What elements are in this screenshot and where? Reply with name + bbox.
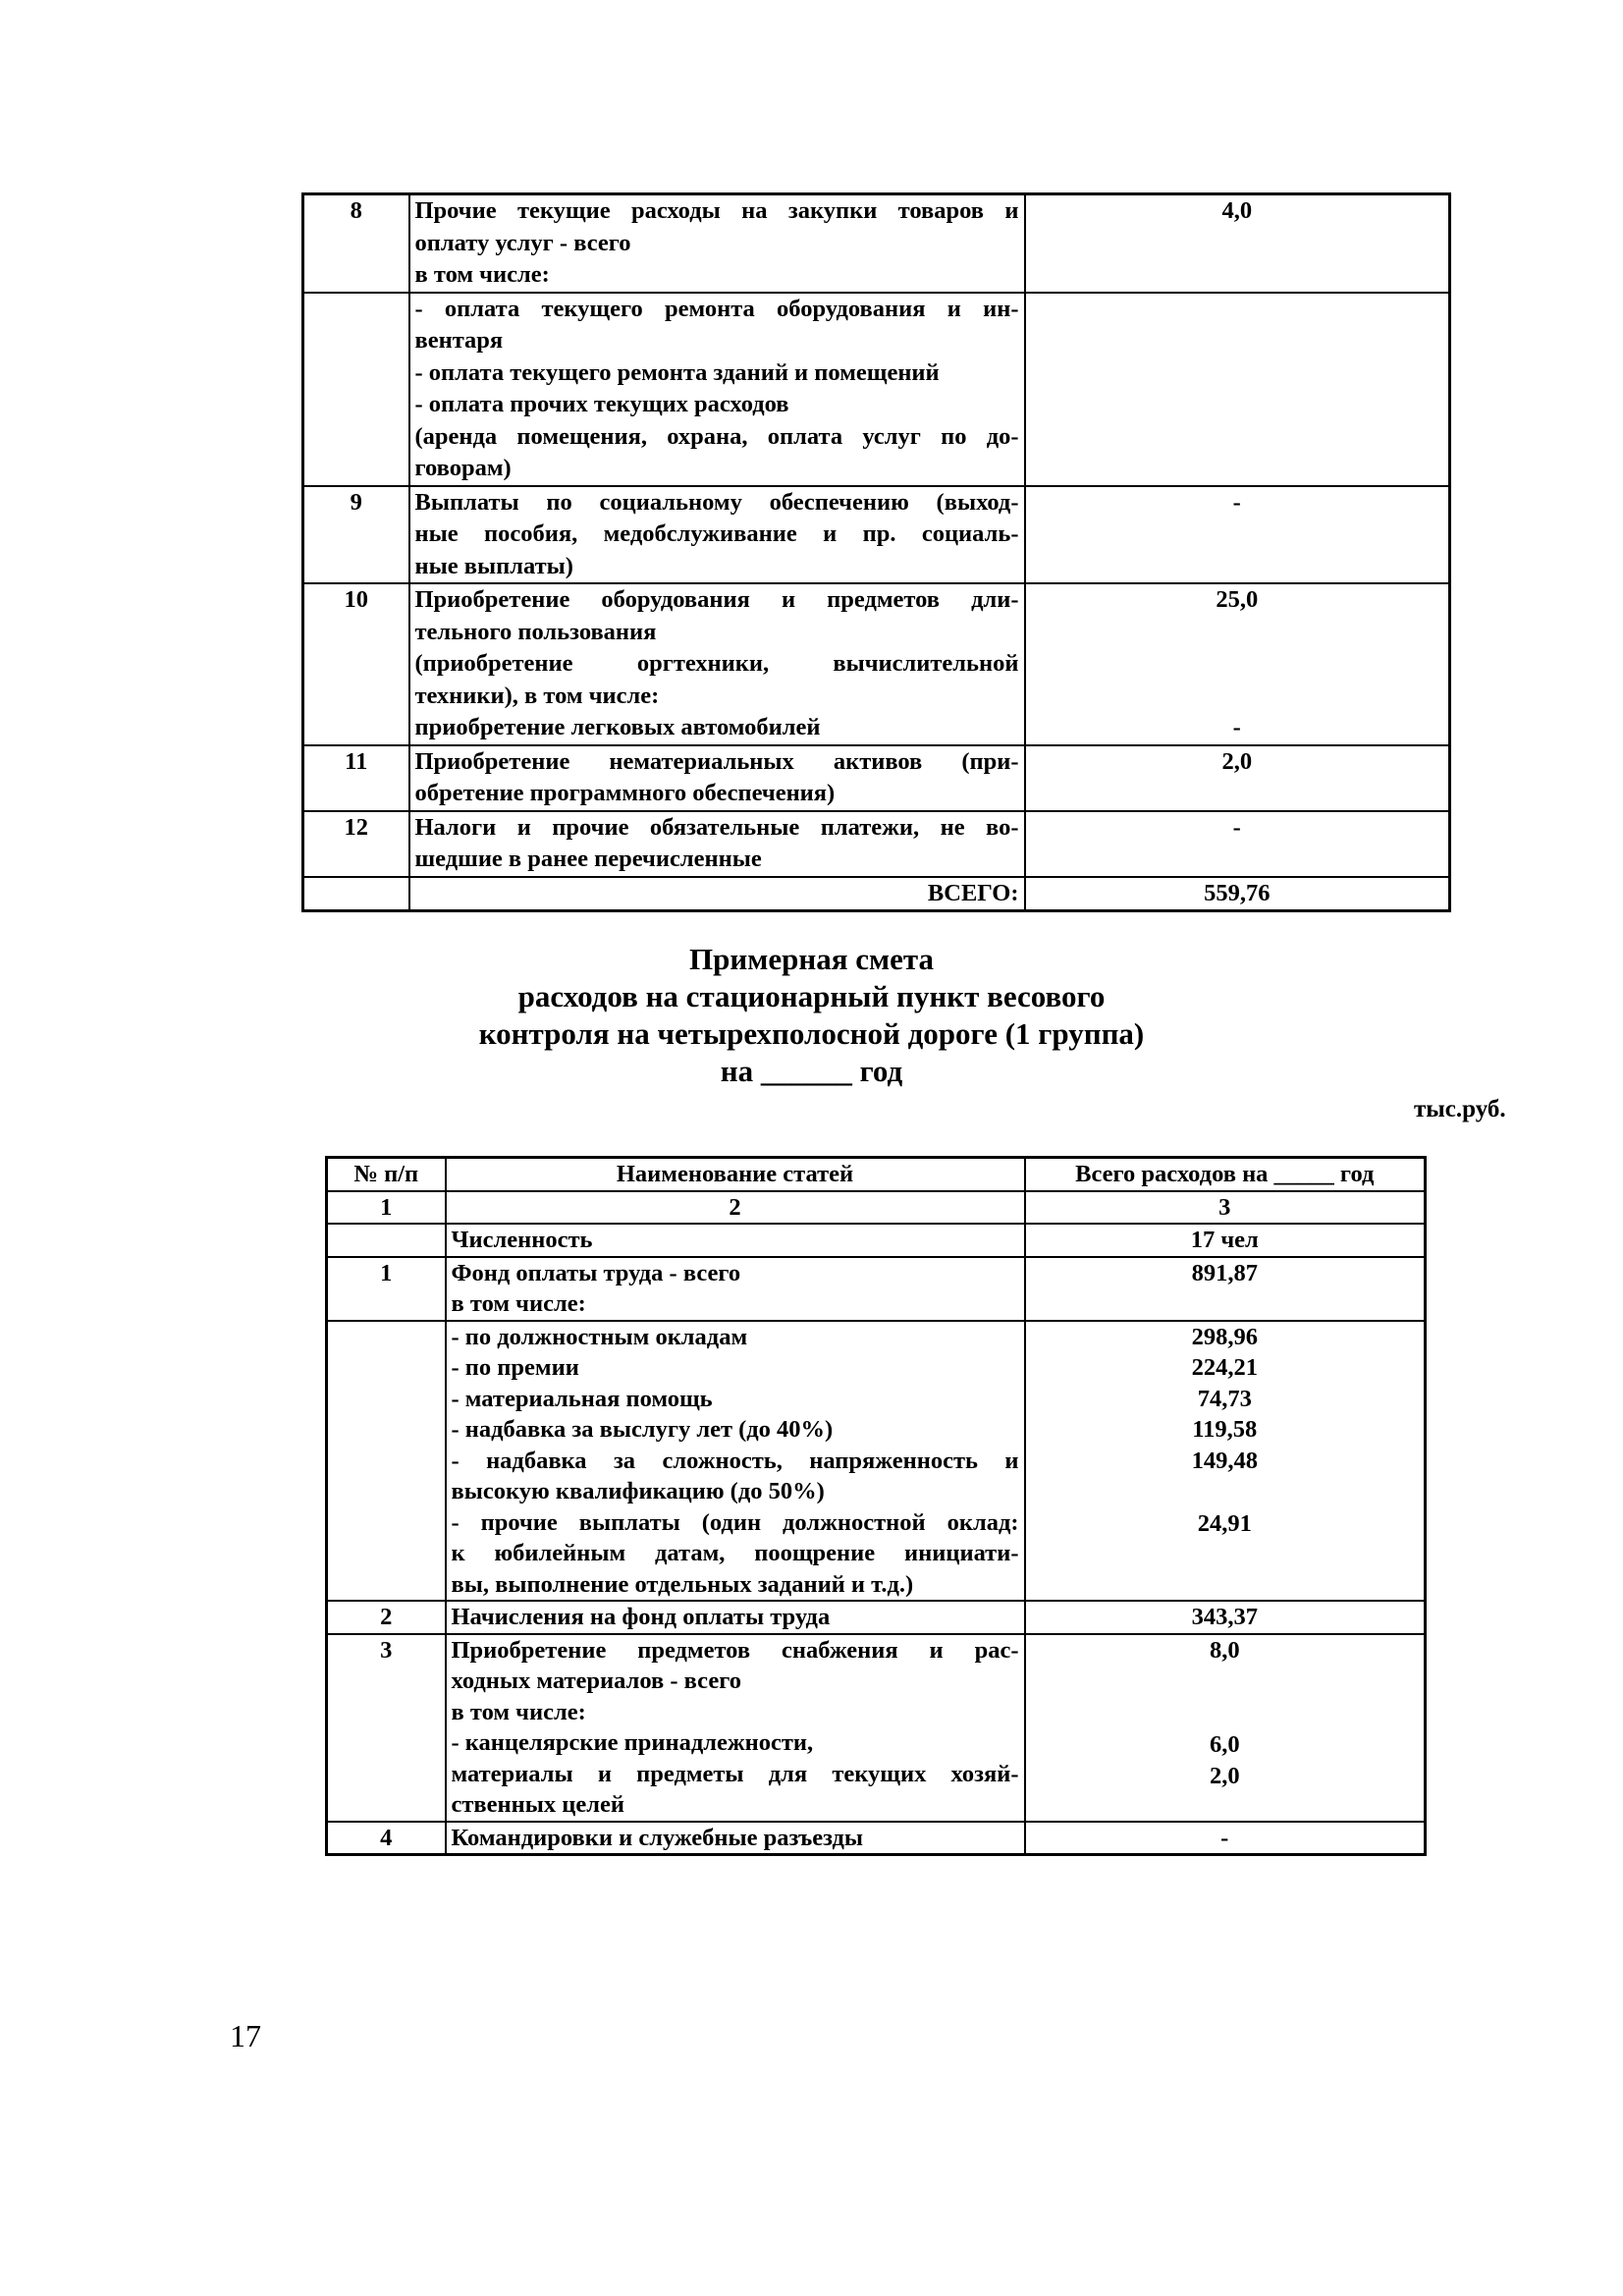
description-line: Приобретение нематериальных активов (при- bbox=[414, 747, 1019, 775]
column-number: 1 bbox=[327, 1191, 446, 1225]
value-line bbox=[1026, 1476, 1425, 1508]
units-label: тыс.руб. bbox=[1414, 1096, 1506, 1122]
description-line: тельного пользования bbox=[414, 618, 657, 645]
description-line: в том числе: bbox=[451, 1290, 586, 1317]
item-description bbox=[409, 194, 1025, 293]
value-line: 25,0 bbox=[1216, 586, 1259, 613]
value-line: - bbox=[1232, 813, 1241, 841]
total-label: ВСЕГО: bbox=[409, 877, 1025, 911]
value-line bbox=[1026, 1666, 1425, 1698]
description-line: - оплата текущего ремонта оборудования и ин- bbox=[414, 295, 1019, 322]
table-row bbox=[327, 1321, 1426, 1602]
description-line: Численность bbox=[451, 1227, 593, 1253]
item-value bbox=[1025, 293, 1450, 486]
item-value bbox=[1025, 1257, 1426, 1321]
item-description bbox=[409, 293, 1025, 486]
column-number-row bbox=[327, 1191, 1426, 1225]
total-row bbox=[303, 877, 1450, 911]
description-line: ные пособия, медобслуживание и пр. социаль- bbox=[414, 520, 1019, 547]
value-line: 224,21 bbox=[1191, 1354, 1258, 1381]
description-line: говорам) bbox=[414, 455, 512, 481]
total-empty-cell bbox=[303, 877, 409, 911]
row-number: 8 bbox=[303, 194, 409, 293]
description-line: - канцелярские принадлежности, bbox=[451, 1729, 814, 1756]
value-line bbox=[1026, 681, 1449, 713]
value-line: 149,48 bbox=[1191, 1447, 1258, 1474]
description-line: - надбавка за сложность, напряженность и bbox=[451, 1447, 1019, 1474]
table-row bbox=[327, 1257, 1426, 1321]
value-line bbox=[1026, 617, 1449, 649]
description-line: - по должностным окладам bbox=[451, 1323, 748, 1350]
table-row bbox=[303, 486, 1450, 584]
value-line: - bbox=[1232, 488, 1241, 516]
value-line: 17 чел bbox=[1190, 1227, 1259, 1253]
item-description bbox=[446, 1634, 1025, 1822]
description-line: - надбавка за выслугу лет (до 40%) bbox=[451, 1416, 834, 1443]
header-total: Всего расходов на _____ год bbox=[1025, 1158, 1426, 1191]
value-line: 343,37 bbox=[1191, 1604, 1258, 1630]
description-line: к юбилейным датам, поощрение инициати- bbox=[451, 1540, 1019, 1566]
item-value bbox=[1025, 1601, 1426, 1634]
description-line: ственных целей bbox=[451, 1791, 624, 1818]
item-description bbox=[409, 583, 1025, 745]
description-line: - оплата текущего ремонта зданий и помещений bbox=[414, 358, 940, 386]
table-row bbox=[303, 811, 1450, 877]
table-row bbox=[327, 1634, 1426, 1822]
description-line: приобретение легковых автомобилей bbox=[414, 714, 821, 740]
value-line: - bbox=[1220, 1824, 1229, 1851]
description-line: ные выплаты) bbox=[414, 552, 573, 579]
description-line: Командировки и служебные разъезды bbox=[451, 1824, 864, 1851]
title-line-3: контроля на четырехполосной дороге (1 группа) bbox=[478, 1016, 1145, 1051]
value-line: 2,0 bbox=[1209, 1762, 1240, 1789]
total-value: 559,76 bbox=[1025, 877, 1450, 911]
header-row bbox=[327, 1158, 1426, 1191]
value-line: 8,0 bbox=[1209, 1636, 1240, 1664]
table-row bbox=[303, 293, 1450, 486]
description-line: оплату услуг - всего bbox=[414, 229, 631, 256]
description-line: техники), в том числе: bbox=[414, 682, 660, 709]
table-row bbox=[303, 194, 1450, 293]
row-number bbox=[303, 293, 409, 486]
row-number: 11 bbox=[303, 745, 409, 811]
item-value bbox=[1025, 1321, 1426, 1602]
column-number: 2 bbox=[446, 1191, 1025, 1225]
estimate-table bbox=[325, 1156, 1427, 1856]
item-description bbox=[409, 745, 1025, 811]
description-line: Начисления на фонд оплаты труда bbox=[451, 1604, 831, 1630]
description-line: материалы и предметы для текущих хозяй- bbox=[451, 1760, 1019, 1787]
item-value bbox=[1025, 583, 1450, 745]
value-line: 298,96 bbox=[1191, 1323, 1258, 1350]
description-line: вентаря bbox=[414, 327, 504, 354]
item-description bbox=[446, 1224, 1025, 1257]
description-line: - прочие выплаты (один должностной оклад: bbox=[451, 1508, 1019, 1536]
item-value bbox=[1025, 1224, 1426, 1257]
value-line: 4,0 bbox=[1221, 197, 1253, 224]
table-row bbox=[303, 583, 1450, 745]
page-number: 17 bbox=[230, 2018, 261, 2053]
description-line: ходных материалов - всего bbox=[451, 1667, 741, 1694]
title-line-4: на ______ год bbox=[720, 1054, 903, 1088]
row-number: 12 bbox=[303, 811, 409, 877]
row-number: 10 bbox=[303, 583, 409, 745]
item-value bbox=[1025, 811, 1450, 877]
estimate-title bbox=[0, 941, 1623, 1090]
description-line: Приобретение предметов снабжения и рас- bbox=[451, 1636, 1019, 1664]
description-line: (приобретение оргтехники, вычислительной bbox=[414, 650, 1019, 677]
description-line: - материальная помощь bbox=[451, 1385, 713, 1412]
item-description bbox=[446, 1321, 1025, 1602]
value-line: 24,91 bbox=[1197, 1509, 1252, 1537]
item-description bbox=[446, 1257, 1025, 1321]
item-value bbox=[1025, 1822, 1426, 1855]
row-number bbox=[327, 1224, 446, 1257]
header-number: № п/п bbox=[327, 1158, 446, 1191]
description-line: Налоги и прочие обязательные платежи, не во- bbox=[414, 813, 1019, 841]
description-line: шедшие в ранее перечисленные bbox=[414, 846, 762, 872]
item-description bbox=[446, 1822, 1025, 1855]
item-value bbox=[1025, 486, 1450, 584]
description-line: обретение программного обеспечения) bbox=[414, 780, 836, 806]
expense-table-continued bbox=[301, 192, 1451, 912]
description-line: вы, выполнение отдельных заданий и т.д.) bbox=[451, 1570, 914, 1598]
row-number bbox=[327, 1321, 446, 1602]
value-line bbox=[1026, 1698, 1425, 1730]
description-line: высокую квалификацию (до 50%) bbox=[451, 1478, 825, 1504]
table-row bbox=[303, 745, 1450, 811]
description-line: - оплата прочих текущих расходов bbox=[414, 391, 789, 417]
description-line: (аренда помещения, охрана, оплата услуг по до- bbox=[414, 422, 1019, 450]
estimate-table-body bbox=[327, 1224, 1426, 1855]
description-line: в том числе: bbox=[414, 261, 550, 288]
row-number: 3 bbox=[327, 1634, 446, 1822]
item-value bbox=[1025, 1634, 1426, 1822]
item-value bbox=[1025, 194, 1450, 293]
table-row bbox=[327, 1224, 1426, 1257]
item-description bbox=[446, 1601, 1025, 1634]
title-line-2: расходов на стационарный пункт весового bbox=[517, 979, 1106, 1013]
value-line: - bbox=[1232, 714, 1241, 740]
row-number: 1 bbox=[327, 1257, 446, 1321]
title-line-1: Примерная смета bbox=[689, 942, 934, 976]
column-number: 3 bbox=[1025, 1191, 1426, 1225]
row-number: 2 bbox=[327, 1601, 446, 1634]
header-item-name: Наименование статей bbox=[446, 1158, 1025, 1191]
description-line: - по премии bbox=[451, 1354, 579, 1381]
value-line: 2,0 bbox=[1221, 747, 1253, 775]
description-line: Приобретение оборудования и предметов дли- bbox=[414, 586, 1019, 613]
description-line: Фонд оплаты труда - всего bbox=[451, 1259, 741, 1286]
description-line: Выплаты по социальному обеспечению (выход- bbox=[414, 488, 1019, 516]
description-line: Прочие текущие расходы на закупки товаров и bbox=[414, 197, 1019, 224]
row-number: 4 bbox=[327, 1822, 446, 1855]
value-line bbox=[1026, 648, 1449, 681]
item-value bbox=[1025, 745, 1450, 811]
value-line: 119,58 bbox=[1192, 1416, 1258, 1443]
expense-table-body bbox=[303, 194, 1450, 911]
value-line: 74,73 bbox=[1197, 1385, 1252, 1412]
table-row bbox=[327, 1822, 1426, 1855]
item-description bbox=[409, 486, 1025, 584]
value-line: 891,87 bbox=[1191, 1259, 1258, 1286]
row-number: 9 bbox=[303, 486, 409, 584]
item-description bbox=[409, 811, 1025, 877]
table-row bbox=[327, 1601, 1426, 1634]
value-line: 6,0 bbox=[1209, 1731, 1240, 1758]
description-line: в том числе: bbox=[451, 1698, 586, 1725]
